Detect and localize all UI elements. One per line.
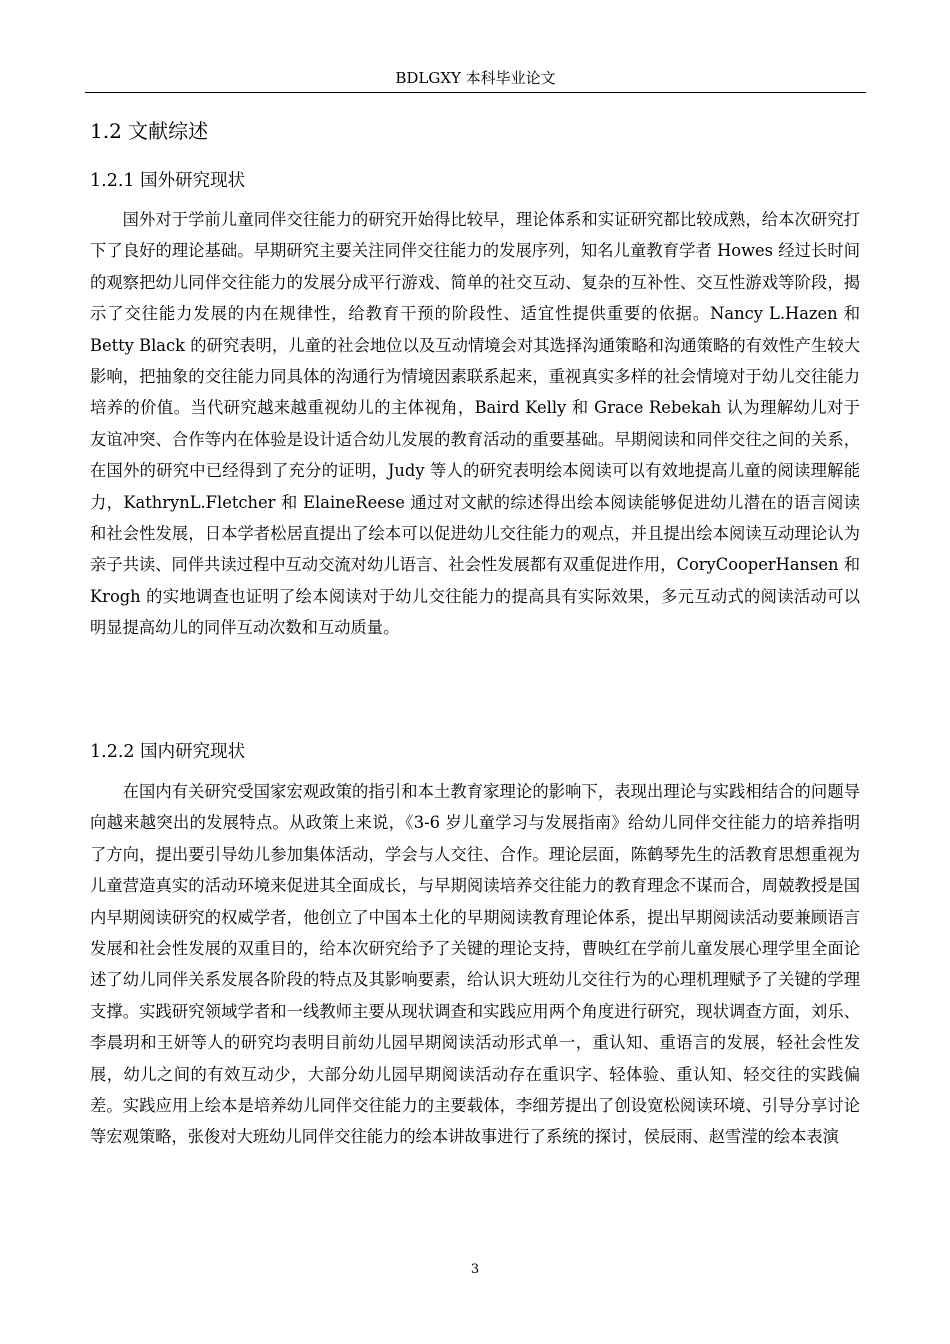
subsection-heading-foreign: 1.2.1 国外研究现状 bbox=[90, 171, 246, 191]
paragraph-foreign-research: 国外对于学前儿童同伴交往能力的研究开始得比较早，理论体系和实证研究都比较成熟，给本次研究打下了良好的理论基础。早期研究主要关注同伴交往能力的发展序列，知名儿童教育学者 Howes 经过长时间的观察把幼儿同伴交往能力的发展分成平行游戏、简单的社交互动、复杂的互补性、交互性游戏等阶段，揭示了交往能力发展的内在规律性，给教育干预的阶段性、适宜性提供重要的依据。Nancy L.Hazen 和 Betty Black 的研究表明，儿童的社会地位以及互动情境会对其选择沟通策略和沟通策略的有效性产生较大影响，把抽象的交往能力同具体的沟通行为情境因素联系起来，重视真实多样的社会情境对于幼儿交往能力培养的价值。当代研究越来越重视幼儿的主体视角，Baird Kelly 和 Grace Rebekah 认为理解幼儿对于友谊冲突、合作等内在体验是设计适合幼儿发展的教育活动的重要基础。早期阅读和同伴交往之间的关系，在国外的研究中已经得到了充分的证明，Judy 等人的研究表明绘本阅读可以有效地提高儿童的阅读理解能力，KathrynL.Fletcher 和 ElaineReese 通过对文献的综述得出绘本阅读能够促进幼儿潜在的语言阅读和社会性发展，日本学者松居直提出了绘本可以促进幼儿交往能力的观点，并且提出绘本阅读互动理论认为亲子共读、同伴共读过程中互动交流对幼儿语言、社会性发展都有双重促进作用，CoryCooperHansen 和 Krogh 的实地调查也证明了绘本阅读对于幼儿交往能力的提高具有实际效果，多元互动式的阅读活动可以明显提高幼儿的同伴互动次数和互动质量。 bbox=[90, 210, 860, 638]
header-rule bbox=[85, 92, 866, 93]
paragraph-domestic-research: 在国内有关研究受国家宏观政策的指引和本土教育家理论的影响下，表现出理论与实践相结合的问题导向越来越突出的发展特点。从政策上来说，《3-6 岁儿童学习与发展指南》给幼儿同伴交往能力的培养指明了方向，提出要引导幼儿参加集体活动，学会与人交往、合作。理论层面，陈鹤琴先生的活教育思想重视为儿童营造真实的活动环境来促进其全面成长，与早期阅读培养交往能力的教育理念不谋而合，周兢教授是国内早期阅读研究的权威学者，他创立了中国本土化的早期阅读教育理论体系，提出早期阅读活动要兼顾语言发展和社会性发展的双重目的，给本次研究给予了关键的理论支持，曹映红在学前儿童发展心理学里全面论述了幼儿同伴关系发展各阶段的特点及其影响要素，给认识大班幼儿交往行为的心理机理赋予了关键的学理支撑。实践研究领域学者和一线教师主要从现状调查和实践应用两个角度进行研究，现状调查方面，刘乐、李晨玥和王妍等人的研究均表明目前幼儿园早期阅读活动形式单一，重认知、重语言的发展，轻社会性发展，幼儿之间的有效互动少，大部分幼儿园早期阅读活动存在重识字、轻体验、重认知、轻交往的实践偏差。实践应用上绘本是培养幼儿同伴交往能力的主要载体，李细芳提出了创设宽松阅读环境、引导分享讨论等宏观策略，张俊对大班幼儿同伴交往能力的绘本讲故事进行了系统的探讨，侯辰雨、赵雪滢的绘本表演 bbox=[90, 782, 860, 1147]
running-header: BDLGXY 本科毕业论文 bbox=[395, 69, 556, 87]
page-number: 3 bbox=[470, 1262, 480, 1277]
subsection-heading-domestic: 1.2.2 国内研究现状 bbox=[90, 742, 246, 762]
section-heading: 1.2 文献综述 bbox=[90, 119, 209, 143]
